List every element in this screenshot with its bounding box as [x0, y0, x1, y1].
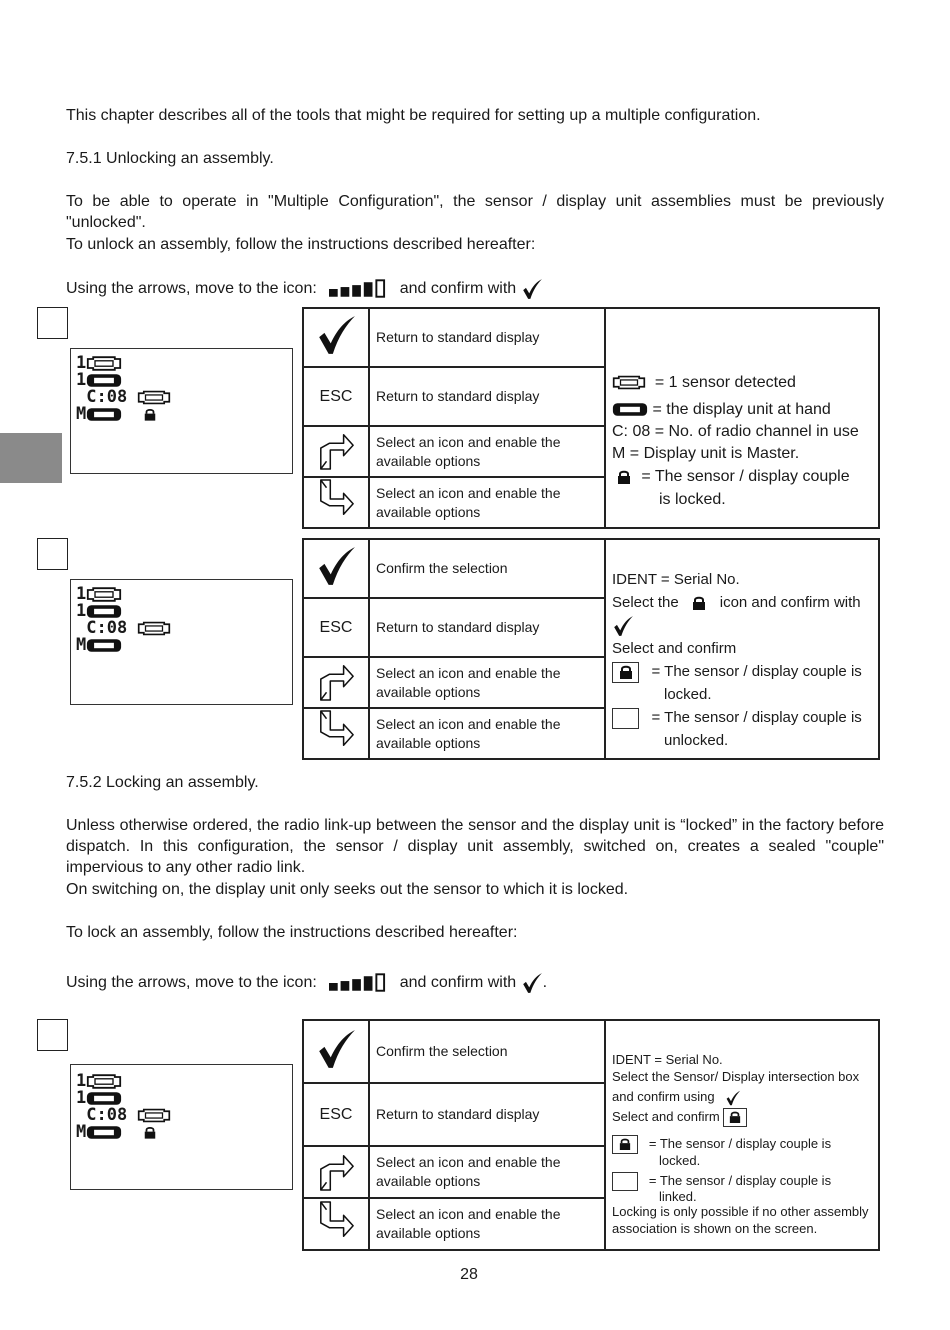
- checkmark-icon: [725, 1090, 741, 1106]
- unlock-instruction: [66, 276, 884, 302]
- checkmark-icon: [315, 314, 357, 356]
- sensor-icon: [612, 375, 646, 390]
- esc-key: ESC: [303, 1083, 369, 1146]
- legend-cell-3: [605, 1020, 879, 1250]
- down-arrow-icon: [317, 478, 355, 522]
- up-arrow-key: [303, 657, 369, 708]
- lock-icon: [618, 665, 634, 679]
- display-unit-icon: [86, 1125, 122, 1140]
- legend-text: = 1 sensor detected: [654, 374, 796, 391]
- section-heading-unlocking: 7.5.1 Unlocking an assembly.: [66, 150, 274, 167]
- display-unit-icon: [86, 638, 122, 653]
- instruction-text: and confirm with: [399, 280, 517, 297]
- lock-icon: [143, 1126, 157, 1139]
- legend-text: = The sensor / display couple: [641, 468, 850, 485]
- lcd-channel: C:08: [86, 387, 128, 407]
- legend-text: icon and confirm with: [719, 593, 861, 611]
- key-description: Confirm the selection: [369, 539, 605, 598]
- section-heading-locking: 7.5.2 Locking an assembly.: [66, 774, 259, 791]
- confirm-key: [303, 308, 369, 367]
- up-arrow-icon: [317, 658, 355, 702]
- empty-box-icon: [612, 1172, 638, 1191]
- lcd-channel: C:08: [86, 1105, 128, 1125]
- legend-text: Locking is only possible if no other assembly association is shown on the screen.: [612, 1203, 869, 1236]
- down-arrow-icon: [317, 1200, 355, 1244]
- key-description: Return to standard display: [369, 1083, 605, 1146]
- step-box: [37, 538, 68, 570]
- lock-icon: [616, 470, 632, 484]
- checkmark-icon: [521, 972, 543, 994]
- legend-text: IDENT = Serial No.: [612, 570, 740, 588]
- display-unit-icon: [86, 604, 122, 619]
- signal-bars-icon: [329, 973, 387, 993]
- lcd-screen-2: [70, 579, 293, 705]
- confirm-key: [303, 1020, 369, 1083]
- lock-icon: [618, 1138, 632, 1150]
- legend-text: M = Display unit is Master.: [612, 445, 800, 462]
- checkmark-icon: [315, 545, 357, 587]
- down-arrow-key: [303, 477, 369, 528]
- checkmark-icon: [315, 1028, 357, 1070]
- instruction-text: Using the arrows, move to the icon:: [66, 280, 317, 297]
- legend-text: unlocked.: [664, 732, 729, 750]
- sensor-icon: [137, 1108, 171, 1123]
- legend-text: IDENT = Serial No.: [612, 1052, 723, 1068]
- intro-paragraph: This chapter describes all of the tools that might be required for setting up a multiple configuration.: [66, 107, 761, 124]
- keys-table-2: [302, 538, 880, 760]
- sensor-icon: [86, 1074, 122, 1089]
- legend-text: and confirm using: [612, 1089, 715, 1105]
- locked-box-icon: [723, 1108, 747, 1127]
- instruction-text: and confirm with: [399, 974, 517, 991]
- step-box: [37, 307, 68, 339]
- legend-text: Select and confirm: [612, 1108, 720, 1124]
- key-description: Select an icon and enable the available options: [369, 477, 605, 528]
- checkmark-icon: [521, 278, 543, 300]
- legend-text: = The sensor / display couple is: [648, 1135, 832, 1151]
- key-description: Return to standard display: [369, 367, 605, 426]
- esc-key: ESC: [303, 598, 369, 657]
- sensor-icon: [137, 390, 171, 405]
- up-arrow-icon: [317, 427, 355, 471]
- instruction-text: .: [542, 974, 548, 991]
- sensor-icon: [86, 356, 122, 371]
- legend-text: locked.: [664, 686, 712, 704]
- legend-text: Select the Sensor/ Display intersection box: [612, 1069, 860, 1085]
- signal-bars-icon: [329, 279, 387, 299]
- display-unit-icon: [612, 402, 648, 417]
- lcd-count: 1: [76, 584, 87, 604]
- confirm-key: [303, 539, 369, 598]
- lcd-count: 1: [76, 370, 87, 390]
- lcd-channel: C:08: [86, 618, 128, 638]
- locked-box-icon: [612, 1135, 638, 1154]
- lcd-master: M: [76, 635, 87, 655]
- lcd-count: 1: [76, 601, 87, 621]
- legend-text: C: 08 = No. of radio channel in use: [612, 423, 859, 440]
- lcd-count: 1: [76, 1088, 87, 1108]
- legend-text: linked.: [659, 1188, 697, 1204]
- key-description: Return to standard display: [369, 308, 605, 367]
- lock-icon: [728, 1111, 742, 1123]
- page-number: 28: [460, 1266, 478, 1283]
- display-unit-icon: [86, 373, 122, 388]
- key-description: Confirm the selection: [369, 1020, 605, 1083]
- lcd-master: M: [76, 1122, 87, 1142]
- key-description: Return to standard display: [369, 598, 605, 657]
- key-description: Select an icon and enable the available options: [369, 1198, 605, 1250]
- step-box: [37, 1019, 68, 1051]
- lock-paragraph-3: To lock an assembly, follow the instructions described hereafter:: [66, 924, 518, 941]
- lock-icon: [143, 408, 157, 421]
- keys-table-3: [302, 1019, 880, 1251]
- sensor-icon: [86, 587, 122, 602]
- lcd-count: 1: [76, 353, 87, 373]
- up-arrow-key: [303, 426, 369, 477]
- esc-key: ESC: [303, 367, 369, 426]
- legend-text: = The sensor / display couple is: [651, 663, 862, 681]
- legend-cell-2: [605, 539, 879, 759]
- down-arrow-icon: [317, 709, 355, 753]
- unlock-paragraph-2: To unlock an assembly, follow the instructions described hereafter:: [66, 236, 536, 253]
- empty-box-icon: [612, 708, 639, 729]
- key-description: Select an icon and enable the available options: [369, 708, 605, 759]
- lock-paragraph-2: On switching on, the display unit only seeks out the sensor to which it is locked.: [66, 881, 629, 898]
- instruction-text: Using the arrows, move to the icon:: [66, 974, 317, 991]
- sensor-icon: [137, 621, 171, 636]
- down-arrow-key: [303, 1198, 369, 1250]
- lcd-count: 1: [76, 1071, 87, 1091]
- keys-table-1: [302, 307, 880, 529]
- lcd-screen-1: [70, 348, 293, 474]
- lock-instruction: [66, 970, 884, 996]
- legend-cell-1: [605, 308, 879, 528]
- up-arrow-icon: [317, 1148, 355, 1192]
- lcd-master: M: [76, 404, 87, 424]
- legend-text: = The sensor / display couple is: [651, 709, 862, 727]
- display-unit-icon: [86, 407, 122, 422]
- chapter-tab-marker: [0, 433, 62, 483]
- legend-text: = the display unit at hand: [652, 401, 831, 418]
- lcd-screen-3: [70, 1064, 293, 1190]
- legend-text: is locked.: [659, 491, 726, 508]
- legend-text: = The sensor / display couple is: [648, 1172, 832, 1188]
- key-description: Select an icon and enable the available options: [369, 426, 605, 477]
- legend-text: Select the: [612, 593, 679, 611]
- up-arrow-key: [303, 1146, 369, 1198]
- checkmark-icon: [612, 615, 634, 637]
- lock-paragraph-1: Unless otherwise ordered, the radio link-up between the sensor and the display unit is “locked” in the factory before dispatch. In this configuration, the sensor / display unit assembly, switched on, creates a sealed "couple" impervious to any other radio link.: [66, 817, 884, 876]
- down-arrow-key: [303, 708, 369, 759]
- unlock-paragraph-1: To be able to operate in "Multiple Configuration", the sensor / display unit assemblies must be previously "unlocked".: [66, 193, 884, 231]
- key-description: Select an icon and enable the available options: [369, 657, 605, 708]
- lock-icon: [691, 596, 707, 610]
- legend-text: locked.: [659, 1152, 701, 1168]
- locked-box-icon: [612, 662, 639, 683]
- key-description: Select an icon and enable the available options: [369, 1146, 605, 1198]
- display-unit-icon: [86, 1091, 122, 1106]
- legend-text: Select and confirm: [612, 640, 737, 658]
